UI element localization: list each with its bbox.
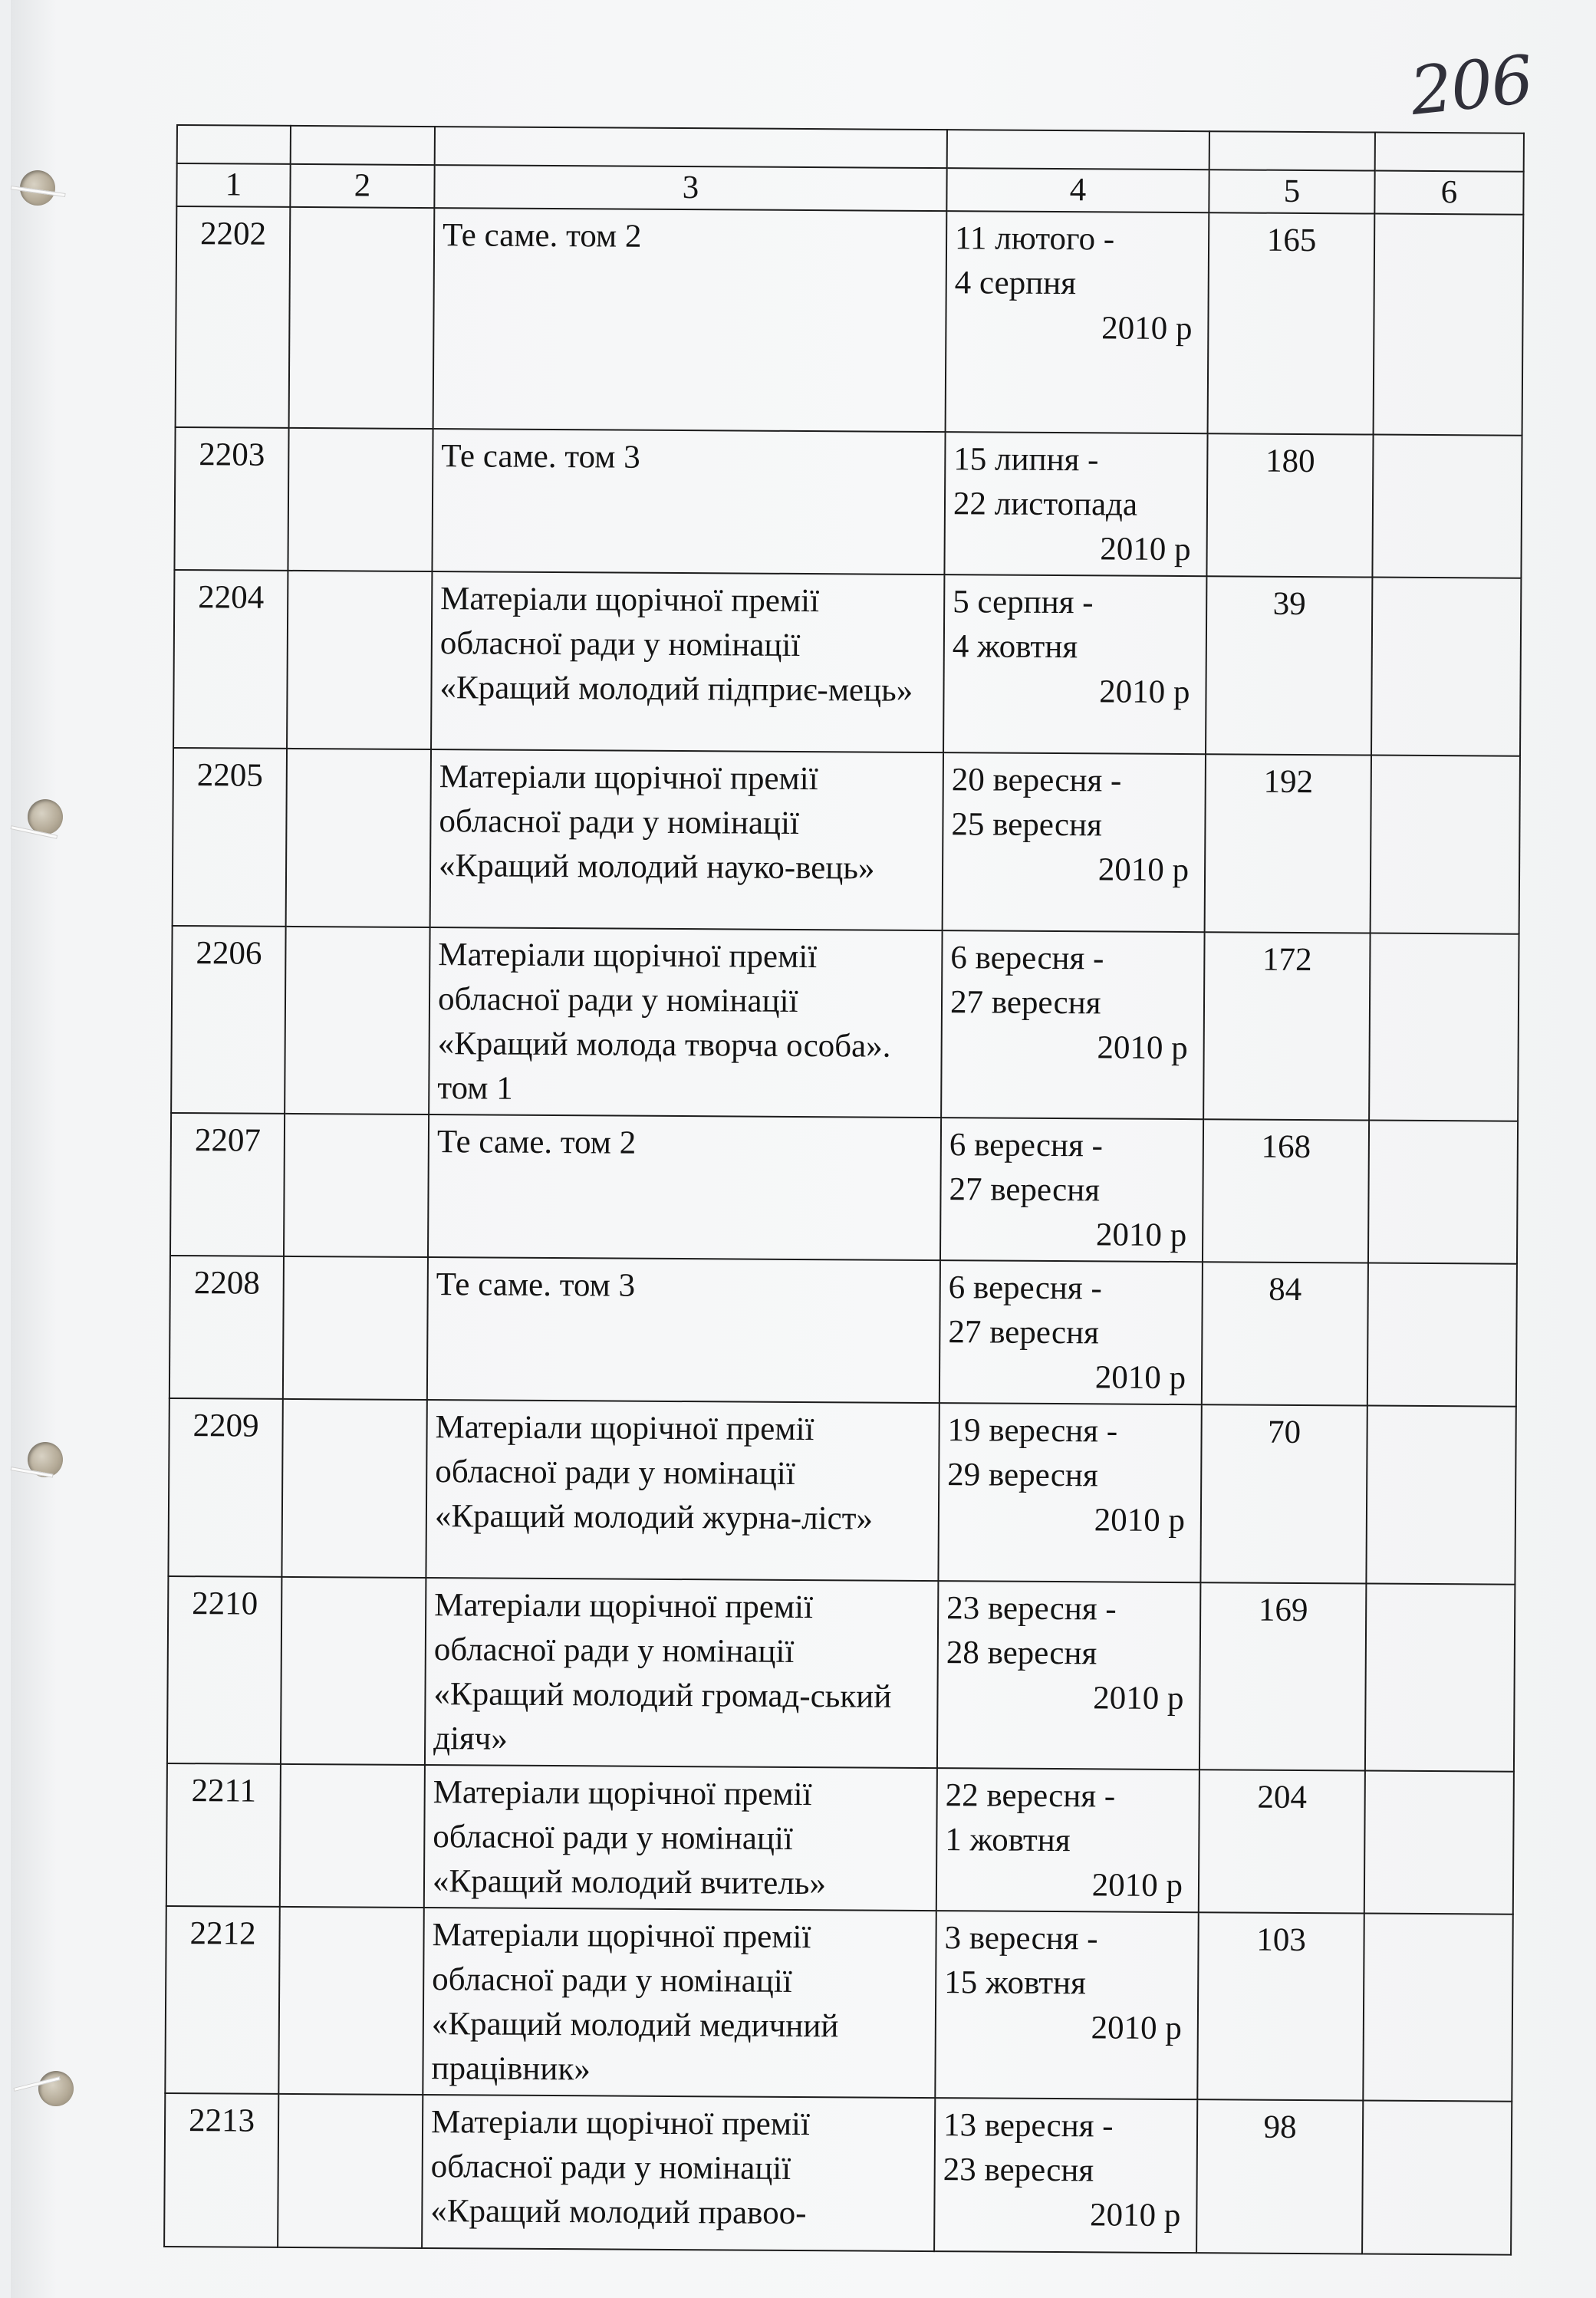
date-start: 3 вересня -: [944, 1920, 1098, 1957]
record-number: 2207: [170, 1113, 285, 1256]
column-number: 4: [946, 168, 1209, 212]
sheet-count: 70: [1200, 1404, 1367, 1583]
date-range: [938, 1403, 1201, 1582]
notes-cell: [1369, 933, 1519, 1121]
date-year: 2010 р: [1097, 1029, 1188, 1067]
notes-cell: [1365, 1584, 1515, 1772]
sheet-count: 180: [1206, 433, 1373, 577]
date-range: [946, 211, 1209, 433]
date-start: 6 вересня -: [950, 940, 1104, 977]
handwritten-page-number: 206: [1407, 41, 1535, 130]
date-start: 15 липня -: [953, 441, 1099, 479]
sheet-count: 98: [1196, 2099, 1363, 2254]
inventory-table: [163, 124, 1525, 2256]
date-start: 23 вересня -: [946, 1590, 1117, 1628]
date-end: 22 листопада: [953, 486, 1138, 523]
index-cell: [283, 1256, 428, 1400]
binding-hole: [38, 2071, 74, 2106]
record-title: Матеріали щорічної премії обласної ради у номінації «Кращий молодий громад-ський діяч»: [425, 1578, 938, 1768]
table-row: [174, 427, 1522, 578]
record-number: 2212: [165, 1906, 279, 2094]
index-cell: [289, 207, 435, 429]
date-range: [936, 1768, 1199, 1912]
column-number: 2: [290, 164, 434, 208]
date-range: [935, 1911, 1198, 2099]
date-range: [937, 1581, 1200, 1770]
sheet-count: 172: [1203, 932, 1370, 1120]
index-cell: [288, 428, 433, 571]
table-row: [166, 1763, 1514, 1914]
record-title: Матеріали щорічної премії обласної ради у номінації «Кращий молодий журна-ліст»: [426, 1400, 939, 1581]
notes-cell: [1371, 756, 1520, 934]
index-cell: [281, 1577, 426, 1765]
sheet-count: 165: [1208, 212, 1375, 434]
date-start: 22 вересня -: [945, 1777, 1116, 1815]
date-range: [941, 930, 1204, 1119]
column-number: 5: [1209, 170, 1374, 213]
index-cell: [284, 1114, 429, 1257]
date-end: 27 вересня: [949, 984, 1101, 1022]
record-number: 2208: [169, 1256, 284, 1399]
date-end: 27 вересня: [948, 1314, 1099, 1351]
date-year: 2010 р: [1099, 673, 1190, 711]
table-row: [169, 1256, 1517, 1407]
date-start: 19 вересня -: [947, 1412, 1118, 1450]
table-row: [168, 1398, 1515, 1585]
date-start: 6 вересня -: [948, 1269, 1102, 1307]
sheet-count: 84: [1202, 1262, 1368, 1405]
date-end: 25 вересня: [951, 806, 1103, 844]
sheet-count: 168: [1203, 1119, 1369, 1263]
date-end: 29 вересня: [947, 1457, 1098, 1494]
date-year: 2010 р: [1097, 851, 1190, 889]
column-number: 6: [1374, 171, 1523, 215]
date-range: [940, 1260, 1203, 1404]
table-row: [165, 1906, 1512, 2102]
date-start: 13 вересня -: [943, 2107, 1114, 2145]
record-number: 2211: [166, 1763, 281, 1907]
date-start: 5 серпня -: [953, 584, 1094, 621]
notes-cell: [1363, 1914, 1512, 2102]
index-cell: [280, 1764, 425, 1908]
date-range: [943, 574, 1206, 754]
record-number: 2205: [173, 748, 287, 927]
record-title: Матеріали щорічної премії обласної ради у номінації «Кращий молодий науко-вець»: [430, 749, 943, 930]
notes-cell: [1371, 578, 1521, 756]
notes-cell: [1372, 435, 1522, 578]
notes-cell: [1367, 1263, 1517, 1407]
sheet-count: 169: [1199, 1582, 1366, 1770]
index-cell: [286, 749, 431, 927]
column-number: 3: [434, 165, 946, 211]
record-title: Те саме. том 3: [427, 1257, 940, 1403]
date-end: 1 жовтня: [945, 1822, 1071, 1859]
record-title: Те саме. том 2: [433, 208, 947, 432]
record-number: 2213: [164, 2093, 278, 2247]
notes-cell: [1362, 2100, 1512, 2254]
notes-cell: [1374, 214, 1524, 436]
index-cell: [285, 927, 429, 1114]
table-row: [171, 926, 1519, 1121]
date-year: 2010 р: [1095, 1216, 1187, 1254]
date-range: [944, 432, 1207, 576]
record-title: Те саме. том 2: [428, 1114, 941, 1260]
date-end: 4 серпня: [954, 265, 1077, 302]
record-title: Матеріали щорічної премії обласної ради у номінації «Кращий молода творча особа». том 1: [429, 927, 942, 1118]
date-year: 2010 р: [1093, 1680, 1184, 1717]
date-end: 4 жовтня: [952, 628, 1078, 666]
notes-cell: [1366, 1406, 1515, 1585]
date-year: 2010 р: [1101, 310, 1193, 347]
date-end: 27 вересня: [949, 1171, 1101, 1209]
notes-cell: [1368, 1121, 1518, 1264]
notes-cell: [1364, 1771, 1514, 1914]
date-year: 2010 р: [1089, 2197, 1181, 2234]
date-year: 2010 р: [1091, 2010, 1183, 2047]
date-start: 11 лютого -: [954, 220, 1115, 258]
record-number: 2203: [174, 427, 288, 571]
date-start: 20 вересня -: [951, 762, 1122, 799]
table-row: [176, 206, 1524, 436]
record-number: 2210: [167, 1576, 281, 1764]
date-year: 2010 р: [1094, 1502, 1186, 1539]
date-range: [943, 752, 1206, 932]
record-title: Матеріали щорічної премії обласної ради у номінації «Кращий молодий вчитель»: [424, 1765, 937, 1911]
table-row: [164, 2093, 1512, 2255]
record-number: 2204: [173, 570, 288, 749]
index-cell: [278, 2094, 423, 2248]
sheet-count: 192: [1205, 754, 1371, 933]
date-end: 23 вересня: [943, 2151, 1094, 2189]
document-page: [11, 0, 1596, 2298]
record-title: Матеріали щорічної премії обласної ради у номінації «Кращий молодий правоо-: [422, 2095, 935, 2251]
date-end: 15 жовтня: [944, 1964, 1087, 2002]
column-number: 1: [176, 163, 290, 207]
date-start: 6 вересня -: [949, 1127, 1104, 1164]
date-year: 2010 р: [1100, 531, 1191, 568]
date-year: 2010 р: [1091, 1867, 1183, 1905]
index-cell: [281, 1399, 426, 1578]
index-cell: [287, 571, 432, 749]
record-number: 2209: [168, 1398, 282, 1577]
sheet-count: 204: [1199, 1770, 1365, 1913]
record-title: Матеріали щорічної премії обласної ради у номінації «Кращий молодий медичний працівник»: [423, 1908, 936, 2098]
date-range: [934, 2098, 1197, 2253]
index-cell: [278, 1907, 423, 2095]
sheet-count: 103: [1197, 1912, 1364, 2100]
record-number: 2206: [171, 926, 285, 1114]
sheet-count: 39: [1206, 576, 1372, 755]
record-title: Те саме. том 3: [432, 429, 945, 574]
record-title: Матеріали щорічної премії обласної ради у номінації «Кращий молодий підприє-мець»: [431, 571, 944, 752]
date-year: 2010 р: [1094, 1359, 1186, 1397]
table-row: [173, 748, 1520, 934]
date-range: [940, 1118, 1203, 1262]
record-number: 2202: [176, 206, 291, 428]
table-row: [170, 1113, 1518, 1264]
table-row: [173, 570, 1521, 756]
table-row: [167, 1576, 1515, 1772]
date-end: 28 вересня: [946, 1635, 1097, 1672]
